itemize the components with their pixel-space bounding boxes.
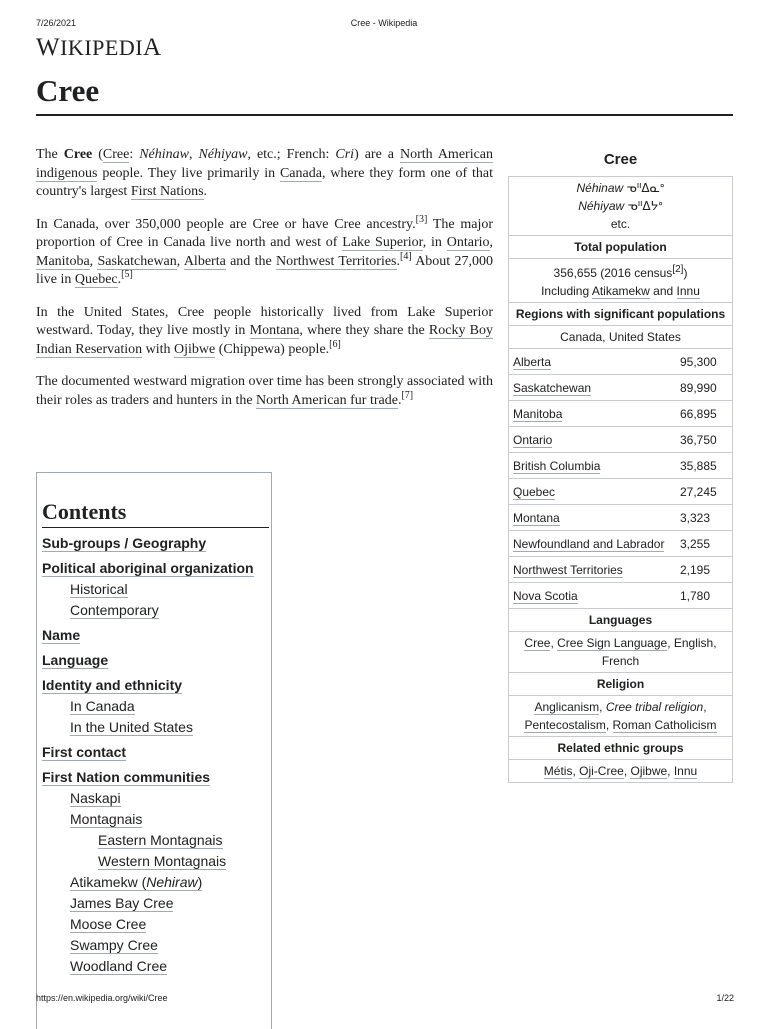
related-groups: Métis, Oji-Cree, Ojibwe, Innu <box>509 760 733 783</box>
wiki-link[interactable]: Rocky Boy Indian Reservation <box>36 323 494 357</box>
wiki-link[interactable]: Cree <box>102 147 130 162</box>
italic-text: Cri <box>335 147 355 162</box>
wiki-link[interactable]: Innu <box>676 284 700 298</box>
wiki-link[interactable]: Anglicanism <box>534 700 600 714</box>
languages: Cree, Cree Sign Language, English, French <box>509 632 733 673</box>
wiki-link[interactable]: Cree Sign Language <box>557 636 668 650</box>
region-link[interactable]: Saskatchewan <box>513 381 592 395</box>
wiki-link[interactable]: North American fur trade <box>256 392 398 408</box>
italic-text: Cree tribal religion <box>605 700 704 714</box>
wordmark-middle: IKIPEDI <box>60 35 144 60</box>
region-name-cell <box>509 427 677 453</box>
toc-item <box>42 558 271 620</box>
paragraph: In Canada, over 350,000 people are Cree or have Cree ancestry.[3] The major proportion of Cree in Canada live north and west of Lake Superior, in Ontario, Manitoba, Saskatchewan, Alberta and the Northwest Territories.[4] About 27,000 live in Quebec.[5] <box>36 213 494 287</box>
paragraph: The Cree (Cree: Néhinaw, Néhiyaw, etc.; French: Cri) are a North American indigenous people. They live primarily in Canada, where they form one of that country's largest First Nations. <box>36 147 494 199</box>
toc-title: Contents <box>42 499 269 528</box>
toc-link[interactable]: Western Montagnais <box>98 853 227 869</box>
paragraph: In the United States, Cree people historically lived from Lake Superior westward. Today, they live mostly in Montana, where they share the Rocky Boy Indian Reservation with Ojibwe (Chippewa) people.[6] <box>36 304 494 357</box>
citation-ref[interactable]: [7] <box>401 389 414 401</box>
toc-item <box>42 650 271 670</box>
wiki-link[interactable]: Alberta <box>183 253 226 269</box>
toc-item <box>70 579 271 599</box>
region-name-cell <box>509 453 677 479</box>
wiki-link[interactable]: Oji-Cree <box>579 764 624 778</box>
paragraph: The documented westward migration over time has been strongly associated with their roles as traders and hunters in the North American fur trade.[7] <box>36 374 493 408</box>
wiki-link[interactable]: Ontario <box>446 235 490 250</box>
toc-link[interactable]: First Nation communities <box>42 769 211 785</box>
toc-link[interactable]: Historical <box>70 581 128 597</box>
wiki-link[interactable]: Montana <box>249 323 300 338</box>
region-name-cell <box>509 531 677 557</box>
region-name-cell <box>509 401 677 427</box>
toc-item <box>42 533 271 553</box>
languages-row <box>509 632 733 673</box>
citation-ref[interactable]: [4] <box>400 250 412 262</box>
region-link[interactable]: British Columbia <box>513 459 601 473</box>
toc-sublist <box>42 696 271 737</box>
religion-row <box>509 696 733 737</box>
infobox <box>508 150 733 783</box>
toc-sublist <box>42 579 271 620</box>
wiki-link[interactable]: Saskatchewan <box>97 253 177 269</box>
wiki-link[interactable]: Northwest Territories <box>276 253 397 269</box>
region-name-cell <box>509 375 677 401</box>
religion: Anglicanism, Cree tribal religion, Pentecostalism, Roman Catholicism <box>509 696 733 737</box>
toc-link[interactable]: Political aboriginal organization <box>42 560 254 576</box>
total-population-row <box>509 259 733 303</box>
toc-item <box>70 809 271 871</box>
toc-link[interactable]: Woodland Cree <box>70 958 168 974</box>
toc-link[interactable]: Contemporary <box>70 602 159 618</box>
toc-link[interactable]: In Canada <box>70 698 135 714</box>
region-name-cell <box>509 583 677 609</box>
region-population: 66,895 <box>676 401 733 427</box>
region-link[interactable]: Newfoundland and Labrador <box>513 537 665 551</box>
region-link[interactable]: Ontario <box>513 433 553 447</box>
toc-link[interactable]: First contact <box>42 744 127 760</box>
toc-link[interactable]: Montagnais <box>70 811 143 827</box>
print-title: Cree - Wikipedia <box>350 18 418 28</box>
region-name-cell <box>509 557 677 583</box>
italic-text: Néhinaw <box>576 181 624 195</box>
italic-text: Néhiyaw <box>198 147 248 162</box>
toc-item <box>98 851 271 871</box>
title-divider <box>36 114 733 116</box>
region-row <box>509 427 733 453</box>
toc-item <box>42 742 271 762</box>
print-page-number: 1/22 <box>716 993 734 1003</box>
infobox-native-names-row <box>509 177 733 236</box>
regions-summary: Canada, United States <box>509 326 733 349</box>
wiki-link[interactable]: Pentecostalism <box>524 718 606 732</box>
region-link[interactable]: Quebec <box>513 485 556 499</box>
wiki-link[interactable]: Manitoba <box>36 253 90 269</box>
region-population: 1,780 <box>676 583 733 609</box>
religion-header: Religion <box>509 673 733 696</box>
related-groups-header: Related ethnic groups <box>509 737 733 760</box>
regions-header-row <box>509 303 733 326</box>
related-groups-row <box>509 760 733 783</box>
italic-text: Néhinaw <box>139 147 189 162</box>
toc-item <box>42 625 271 645</box>
bold-text: Cree <box>63 147 93 162</box>
wiki-link[interactable]: Métis <box>543 764 573 778</box>
toc-item <box>42 675 271 737</box>
wiki-link[interactable]: Innu <box>673 764 698 778</box>
region-row <box>509 349 733 375</box>
table-of-contents <box>36 472 272 1029</box>
region-row <box>509 375 733 401</box>
wiki-link[interactable]: Quebec <box>74 272 118 287</box>
print-url: https://en.wikipedia.org/wiki/Cree <box>36 993 168 1003</box>
region-link[interactable]: Alberta <box>513 355 552 369</box>
toc-link[interactable]: James Bay Cree <box>70 895 174 911</box>
regions-summary-row <box>509 326 733 349</box>
region-link[interactable]: Nova Scotia <box>513 589 578 603</box>
wiki-link[interactable]: Roman Catholicism <box>612 718 717 732</box>
region-population: 35,885 <box>676 453 733 479</box>
wikipedia-wordmark[interactable] <box>36 34 162 62</box>
print-date: 7/26/2021 <box>36 18 77 28</box>
wiki-link[interactable]: Canada <box>279 165 322 181</box>
toc-link[interactable]: Eastern Montagnais <box>98 832 223 848</box>
toc-item <box>70 872 271 892</box>
citation-ref[interactable]: [5] <box>121 269 133 280</box>
print-header <box>0 18 768 32</box>
toc-item <box>98 830 271 850</box>
toc-link[interactable]: Sub-groups / Geography <box>42 535 207 551</box>
wiki-link[interactable]: Lake Superior <box>342 235 423 250</box>
region-population: 95,300 <box>676 349 733 375</box>
toc-link[interactable]: Moose Cree <box>70 916 147 932</box>
region-row <box>509 531 733 557</box>
region-link[interactable]: Montana <box>513 511 560 525</box>
region-population: 2,195 <box>676 557 733 583</box>
region-row <box>509 505 733 531</box>
toc-link[interactable]: Name <box>42 627 81 643</box>
infobox-native-names: Néhinaw ᓀᐦᐃᓇᐤ Néhiyaw ᓀᐦᐃᔭᐤ etc. <box>509 177 733 236</box>
region-population: 27,245 <box>676 479 733 505</box>
wiki-link[interactable]: Ojibwe <box>174 341 216 357</box>
toc-link[interactable]: In the United States <box>70 719 193 735</box>
languages-header: Languages <box>509 609 733 632</box>
italic-text: Nehiraw <box>146 874 198 890</box>
wiki-link[interactable]: North American indigenous <box>36 147 494 181</box>
citation-ref[interactable]: [6] <box>329 338 341 350</box>
languages-header-row <box>509 609 733 632</box>
page-title: Cree <box>36 73 100 108</box>
wiki-link[interactable]: First Nations <box>130 184 204 199</box>
total-population-header-row <box>509 236 733 259</box>
toc-link[interactable]: Language <box>42 652 109 668</box>
region-population: 3,323 <box>676 505 733 531</box>
regions-header: Regions with significant populations <box>509 303 733 326</box>
toc-item <box>70 717 271 737</box>
religion-header-row <box>509 673 733 696</box>
wiki-link[interactable]: Cree <box>524 636 551 650</box>
wiki-link[interactable]: Ojibwe <box>630 764 668 778</box>
region-row <box>509 453 733 479</box>
region-link[interactable]: Manitoba <box>513 407 563 421</box>
toc-item <box>42 767 271 976</box>
region-population: 3,255 <box>676 531 733 557</box>
total-population-header: Total population <box>509 236 733 259</box>
article-body <box>36 146 493 424</box>
infobox-table <box>508 176 733 783</box>
toc-item <box>70 956 271 976</box>
italic-text: Néhiyaw <box>578 199 625 213</box>
region-link[interactable]: Northwest Territories <box>513 563 623 577</box>
toc-item <box>70 788 271 808</box>
toc-link[interactable]: Naskapi <box>70 790 121 806</box>
region-name-cell <box>509 349 677 375</box>
region-row <box>509 583 733 609</box>
region-row <box>509 557 733 583</box>
toc-link[interactable]: Identity and ethnicity <box>42 677 183 693</box>
region-population: 36,750 <box>676 427 733 453</box>
region-name-cell <box>509 505 677 531</box>
toc-sublist <box>42 788 271 976</box>
infobox-caption: Cree <box>603 151 638 168</box>
total-population: 356,655 (2016 census[2]) Including Atikamekw and Innu <box>509 259 733 303</box>
wordmark-initial: W <box>36 34 61 61</box>
toc-list <box>42 533 271 976</box>
toc-item <box>70 696 271 716</box>
toc-item <box>70 600 271 620</box>
citation-ref[interactable]: [3] <box>415 213 428 225</box>
toc-item <box>70 914 271 934</box>
region-row <box>509 479 733 505</box>
region-row <box>509 401 733 427</box>
related-groups-header-row <box>509 737 733 760</box>
region-name-cell <box>509 479 677 505</box>
region-population: 89,990 <box>676 375 733 401</box>
toc-item <box>70 935 271 955</box>
wiki-link[interactable]: Atikamekw <box>591 284 650 298</box>
citation-ref[interactable]: [2] <box>672 264 684 275</box>
toc-item <box>70 893 271 913</box>
wordmark-final: A <box>143 34 162 61</box>
toc-link[interactable]: Atikamekw (Nehiraw) <box>70 874 203 890</box>
toc-sublist <box>70 830 271 871</box>
toc-link[interactable]: Swampy Cree <box>70 937 158 953</box>
